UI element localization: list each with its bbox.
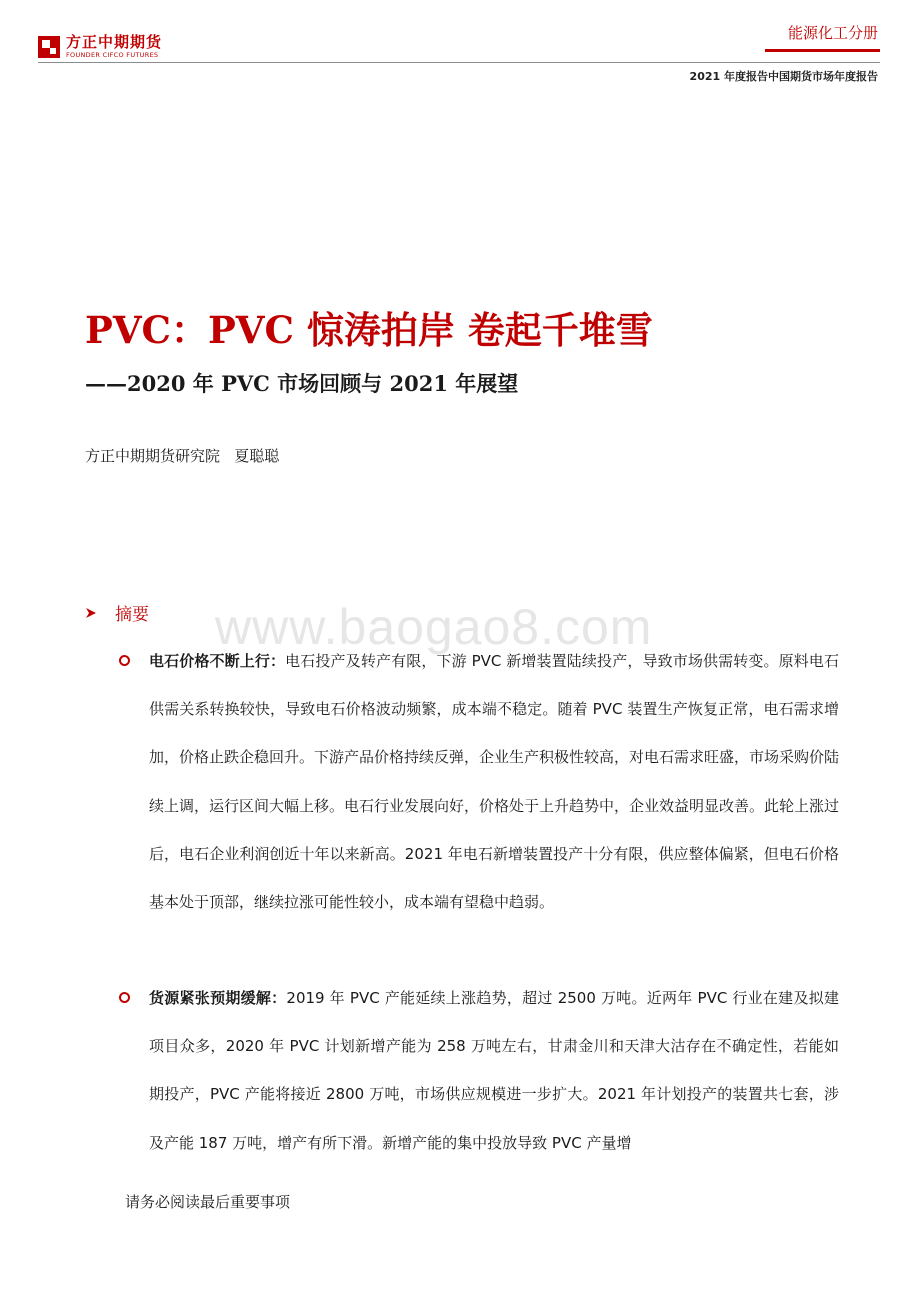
header-divider <box>38 62 880 63</box>
division-underline <box>765 49 880 52</box>
bullet-circle-icon <box>119 655 130 666</box>
paragraph-text: 2019 年 PVC 产能延续上涨趋势，超过 2500 万吨。近两年 PVC 行业在建及拟建项目众多，2020 年 PVC 计划新增产能为 258 万吨左右，甘肃金川和天津大沽存在不确定性，若能如期投产，PVC 产能将接近 2800 万吨，市场供应规模进一步扩大。2021 年计划投产的装置共七套，涉及产能 187 万吨，增产有所下滑。新增产能的集中投放导致 PVC 产量增 <box>149 989 839 1152</box>
report-type: 2021 年度报告中国期货市场年度报告 <box>689 70 878 83</box>
footer-note: 请务必阅读最后重要事项 <box>125 1193 291 1211</box>
logo-name-cn: 方正中期期货 <box>66 33 163 51</box>
arrow-right-icon <box>85 607 97 619</box>
report-author: 方正中期期货研究院 夏聪聪 <box>85 447 280 465</box>
report-title: PVC：PVC 惊涛拍岸 卷起千堆雪 <box>85 308 653 352</box>
paragraph-text: 电石投产及转产有限，下游 PVC 新增装置陆续投产，导致市场供需转变。原料电石供需关系转换较快，导致电石价格波动频繁，成本端不稳定。随着 PVC 装置生产恢复正常，电石需求增加，价格止跌企稳回升。下游产品价格持续反弹，企业生产积极性较高，对电石需求旺盛，市场采购价陆续上调，运行区间大幅上移。电石行业发展向好，价格处于上升趋势中，企业效益明显改善。此轮上涨过后，电石企业利润创近十年以来新高。2021 年电石新增装置投产十分有限，供应整体偏紧，但电石价格基本处于顶部，继续拉涨可能性较小，成本端有望稳中趋弱。 <box>149 652 840 912</box>
watermark: www.baogao8.com <box>215 599 653 655</box>
logo-mark-icon <box>38 36 60 58</box>
report-subtitle: ——2020 年 PVC 市场回顾与 2021 年展望 <box>85 371 519 396</box>
paragraph-heading: 货源紧张预期缓解： <box>149 989 287 1007</box>
abstract-heading <box>85 600 149 625</box>
logo-name-en: FOUNDER CIFCO FUTURES <box>66 51 159 59</box>
bullet-circle-icon <box>119 992 130 1003</box>
company-logo <box>38 34 162 59</box>
paragraph-heading: 电石价格不断上行： <box>149 652 286 670</box>
abstract-paragraph <box>149 637 839 926</box>
abstract-paragraph <box>149 974 839 1167</box>
abstract-label: 摘要 <box>115 605 149 625</box>
division-label: 能源化工分册 <box>787 24 878 42</box>
